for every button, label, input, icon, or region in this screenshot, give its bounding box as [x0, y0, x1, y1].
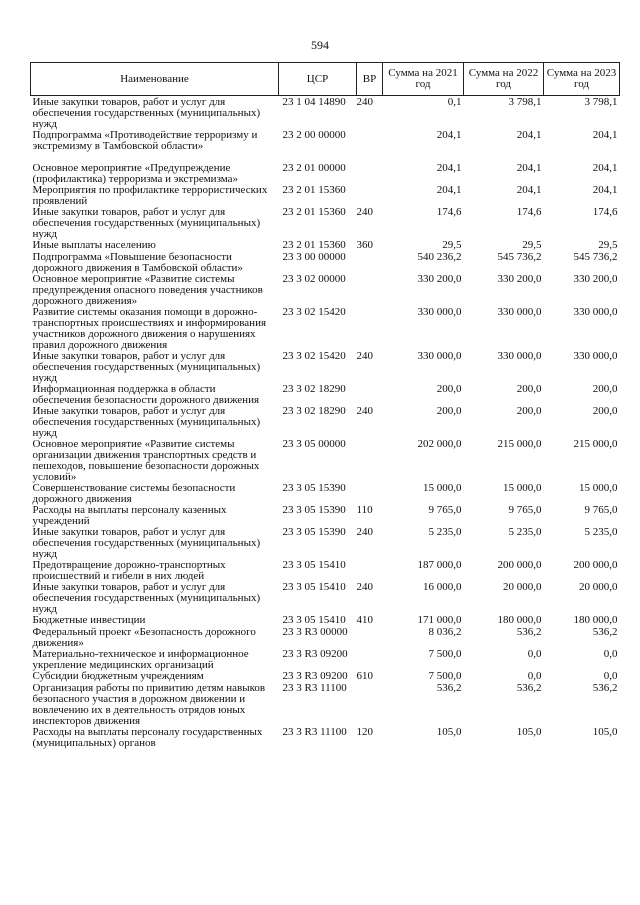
- row-csr-cell: 23 3 R3 09200: [282, 670, 348, 682]
- header-sum-2022: Сумма на 2022 год: [464, 63, 544, 96]
- row-sum-2022-cell: 180 000,0: [497, 614, 542, 626]
- table-row: [31, 627, 620, 649]
- row-csr-cell: 23 3 02 15420: [282, 350, 346, 362]
- row-name-cell: Иные закупки товаров, работ и услуг для обеспечения государственных (муниципальных) нужд: [32, 581, 261, 615]
- row-vr-cell: 240: [356, 206, 373, 218]
- row-sum-2023-cell: 330 000,0: [573, 306, 618, 318]
- row-sum-2022-cell: 536,2: [516, 682, 542, 694]
- row-sum-2021-cell: 536,2: [436, 682, 462, 694]
- row-vr-cell: 110: [356, 504, 373, 516]
- row-sum-2022-cell: 330 000,0: [497, 306, 542, 318]
- row-sum-2022-cell: 545 736,2: [497, 251, 542, 263]
- budget-table-container: [30, 62, 619, 749]
- row-csr-cell: 23 2 01 15360: [282, 184, 346, 196]
- table-row: [31, 483, 620, 505]
- row-sum-2021-cell: 7 500,0: [428, 648, 462, 660]
- row-sum-2023-cell: 3 798,1: [584, 96, 618, 108]
- table-row: [31, 252, 620, 274]
- row-vr-cell: 610: [356, 670, 373, 682]
- row-name-cell: Иные закупки товаров, работ и услуг для обеспечения государственных (муниципальных) нужд: [32, 206, 261, 240]
- row-csr-cell: 23 2 01 15360: [282, 206, 346, 218]
- row-csr-cell: 23 3 R3 09200: [282, 648, 348, 660]
- table-row: [31, 527, 620, 560]
- row-csr-cell: 23 1 04 14890: [282, 96, 346, 108]
- table-header: [31, 63, 620, 96]
- row-sum-2022-cell: 29,5: [522, 239, 542, 251]
- row-sum-2022-cell: 200 000,0: [497, 559, 542, 571]
- row-name-cell: Иные закупки товаров, работ и услуг для обеспечения государственных (муниципальных) нужд: [32, 350, 261, 384]
- row-sum-2022-cell: 200,0: [516, 405, 542, 417]
- table-row: [31, 560, 620, 582]
- header-name: Наименование: [31, 63, 279, 96]
- row-vr-cell: 240: [356, 96, 373, 108]
- row-vr-cell: [357, 384, 383, 406]
- row-sum-2023-cell: 29,5: [598, 239, 618, 251]
- row-sum-2023-cell: 200,0: [592, 405, 618, 417]
- row-sum-2023-cell: 0,0: [603, 670, 618, 682]
- row-name-cell: Мероприятия по профилактике террористических проявлений: [32, 184, 268, 207]
- row-csr-cell: 23 3 R3 11100: [282, 726, 347, 738]
- row-sum-2021-cell: 105,0: [436, 726, 462, 738]
- row-name-cell: Предотвращение дорожно-транспортных происшествий и гибели в них людей: [32, 559, 226, 582]
- row-vr-cell: 120: [356, 726, 373, 738]
- row-sum-2023-cell: 204,1: [592, 129, 618, 141]
- row-vr-cell: 240: [356, 350, 373, 362]
- header-sum-2023: Сумма на 2023 год: [544, 63, 620, 96]
- row-sum-2023-cell: 20 000,0: [579, 581, 618, 593]
- row-sum-2021-cell: 204,1: [436, 162, 462, 174]
- row-sum-2021-cell: 29,5: [442, 239, 462, 251]
- table-body: [31, 96, 620, 750]
- table-row: [31, 351, 620, 384]
- row-vr-cell: [357, 185, 383, 207]
- row-sum-2021-cell: 174,6: [436, 206, 462, 218]
- row-sum-2021-cell: 171 000,0: [417, 614, 462, 626]
- row-sum-2022-cell: 174,6: [516, 206, 542, 218]
- row-name-cell: Иные закупки товаров, работ и услуг для обеспечения государственных (муниципальных) нужд: [32, 405, 261, 439]
- row-sum-2021-cell: 15 000,0: [423, 482, 462, 494]
- row-vr-cell: 360: [356, 239, 373, 251]
- row-sum-2023-cell: 105,0: [592, 726, 618, 738]
- row-sum-2021-cell: 204,1: [436, 184, 462, 196]
- row-name-cell: Основное мероприятие «Развитие системы организации движения транспортных средств и пешеходов, повышение безопасности дорожных условий»: [32, 438, 260, 483]
- row-name-cell: Иные закупки товаров, работ и услуг для обеспечения государственных (муниципальных) нужд: [32, 96, 261, 130]
- row-sum-2021-cell: 200,0: [436, 405, 462, 417]
- row-sum-2022-cell: 0,0: [527, 648, 542, 660]
- row-sum-2022-cell: 215 000,0: [497, 438, 542, 450]
- row-name-cell: Подпрограмма «Повышение безопасности дорожного движения в Тамбовской области»: [32, 251, 243, 274]
- row-sum-2021-cell: 540 236,2: [417, 251, 462, 263]
- row-sum-2022-cell: 9 765,0: [508, 504, 542, 516]
- row-name-cell: Основное мероприятие «Развитие системы предупреждения опасного поведения участников дорожного движения»: [32, 273, 263, 307]
- row-csr-cell: 23 3 05 15410: [282, 614, 346, 626]
- row-name-cell: Расходы на выплаты персоналу казенных учреждений: [32, 504, 227, 527]
- row-sum-2023-cell: 545 736,2: [573, 251, 618, 263]
- table-row: [31, 185, 620, 207]
- table-row: [31, 96, 620, 131]
- row-sum-2022-cell: 105,0: [516, 726, 542, 738]
- row-sum-2022-cell: 0,0: [527, 670, 542, 682]
- row-vr-cell: [357, 130, 383, 163]
- row-sum-2023-cell: 200 000,0: [573, 559, 618, 571]
- header-csr: ЦСР: [279, 63, 357, 96]
- page-number: 594: [311, 38, 329, 52]
- row-name-cell: Совершенствование системы безопасности дорожного движения: [32, 482, 236, 505]
- row-sum-2021-cell: 5 235,0: [428, 526, 462, 538]
- row-csr-cell: 23 2 00 00000: [282, 129, 346, 141]
- row-name-cell: Федеральный проект «Безопасность дорожного движения»: [32, 626, 256, 649]
- row-sum-2023-cell: 330 200,0: [573, 273, 618, 285]
- row-sum-2021-cell: 0,1: [447, 96, 462, 108]
- row-csr-cell: 23 3 00 00000: [282, 251, 346, 263]
- row-csr-cell: 23 3 05 00000: [282, 438, 346, 450]
- row-sum-2021-cell: 8 036,2: [428, 626, 462, 638]
- row-sum-2023-cell: 15 000,0: [579, 482, 618, 494]
- row-name-cell: Иные выплаты населению: [32, 239, 156, 251]
- row-sum-2023-cell: 215 000,0: [573, 438, 618, 450]
- row-vr-cell: [357, 683, 383, 727]
- row-sum-2022-cell: 204,1: [516, 162, 542, 174]
- row-vr-cell: 240: [356, 405, 373, 417]
- table-row: [31, 163, 620, 185]
- row-sum-2023-cell: 174,6: [592, 206, 618, 218]
- row-sum-2021-cell: 187 000,0: [417, 559, 462, 571]
- row-sum-2022-cell: 200,0: [516, 383, 542, 395]
- row-vr-cell: [357, 483, 383, 505]
- table-row: [31, 406, 620, 439]
- row-name-cell: Организация работы по привитию детям навыков безопасного участия в дорожном движении и вовлечению их в деятельность отрядов юных инспекторов движения: [32, 682, 266, 727]
- table-row: [31, 384, 620, 406]
- table-row: [31, 130, 620, 163]
- row-vr-cell: [357, 252, 383, 274]
- table-row: [31, 505, 620, 527]
- row-csr-cell: 23 3 02 00000: [282, 273, 346, 285]
- row-csr-cell: 23 2 01 15360: [282, 239, 346, 251]
- row-name-cell: Развитие системы оказания помощи в дорожно-транспортных происшествиях и информирования участников дорожного движения о нарушениях правил дорожного движения: [32, 306, 267, 351]
- row-vr-cell: [357, 163, 383, 185]
- row-sum-2023-cell: 9 765,0: [584, 504, 618, 516]
- table-row: [31, 649, 620, 671]
- row-sum-2021-cell: 7 500,0: [428, 670, 462, 682]
- row-sum-2023-cell: 200,0: [592, 383, 618, 395]
- table-row: [31, 274, 620, 307]
- row-vr-cell: 240: [356, 581, 373, 593]
- row-name-cell: Субсидии бюджетным учреждениям: [32, 670, 204, 682]
- row-csr-cell: 23 3 02 18290: [282, 383, 346, 395]
- row-sum-2023-cell: 5 235,0: [584, 526, 618, 538]
- row-csr-cell: 23 3 02 15420: [282, 306, 346, 318]
- row-sum-2022-cell: 20 000,0: [503, 581, 542, 593]
- row-csr-cell: 23 3 R3 11100: [282, 682, 347, 694]
- table-row: [31, 683, 620, 727]
- row-sum-2022-cell: 3 798,1: [508, 96, 542, 108]
- row-csr-cell: 23 3 05 15410: [282, 581, 346, 593]
- row-sum-2022-cell: 330 200,0: [497, 273, 542, 285]
- row-vr-cell: [357, 560, 383, 582]
- row-vr-cell: 410: [356, 614, 373, 626]
- row-csr-cell: 23 3 05 15390: [282, 482, 346, 494]
- row-csr-cell: 23 2 01 00000: [282, 162, 346, 174]
- row-sum-2023-cell: 204,1: [592, 184, 618, 196]
- row-name-cell: Расходы на выплаты персоналу государственных (муниципальных) органов: [32, 726, 263, 749]
- row-vr-cell: [357, 307, 383, 351]
- row-csr-cell: 23 3 05 15390: [282, 526, 346, 538]
- row-csr-cell: 23 3 02 18290: [282, 405, 346, 417]
- row-name-cell: Бюджетные инвестиции: [32, 614, 146, 626]
- row-csr-cell: 23 3 R3 00000: [282, 626, 348, 638]
- row-sum-2021-cell: 330 200,0: [417, 273, 462, 285]
- row-sum-2022-cell: 5 235,0: [508, 526, 542, 538]
- row-sum-2022-cell: 204,1: [516, 184, 542, 196]
- row-vr-cell: [357, 274, 383, 307]
- table-row: [31, 307, 620, 351]
- row-name-cell: Иные закупки товаров, работ и услуг для обеспечения государственных (муниципальных) нужд: [32, 526, 261, 560]
- row-vr-cell: [357, 627, 383, 649]
- row-name-cell: Основное мероприятие «Предупреждение (профилактика) терроризма и экстремизма»: [32, 162, 239, 185]
- row-sum-2022-cell: 330 000,0: [497, 350, 542, 362]
- row-sum-2021-cell: 202 000,0: [417, 438, 462, 450]
- row-sum-2023-cell: 0,0: [603, 648, 618, 660]
- row-sum-2021-cell: 330 000,0: [417, 350, 462, 362]
- row-sum-2023-cell: 536,2: [592, 626, 618, 638]
- row-name-cell: Подпрограмма «Противодействие терроризму и экстремизму в Тамбовской области»: [32, 129, 258, 152]
- row-sum-2021-cell: 330 000,0: [417, 306, 462, 318]
- row-sum-2022-cell: 15 000,0: [503, 482, 542, 494]
- row-vr-cell: [357, 439, 383, 483]
- row-vr-cell: [357, 649, 383, 671]
- header-vr: ВР: [357, 63, 383, 96]
- table-row: [31, 439, 620, 483]
- row-sum-2022-cell: 536,2: [516, 626, 542, 638]
- row-sum-2022-cell: 204,1: [516, 129, 542, 141]
- table-row: [31, 582, 620, 615]
- row-name-cell: Информационная поддержка в области обеспечения безопасности дорожного движения: [32, 383, 260, 406]
- row-sum-2021-cell: 9 765,0: [428, 504, 462, 516]
- row-csr-cell: 23 3 05 15390: [282, 504, 346, 516]
- table-row: [31, 207, 620, 240]
- table-row: [31, 727, 620, 749]
- row-sum-2021-cell: 204,1: [436, 129, 462, 141]
- row-csr-cell: 23 3 05 15410: [282, 559, 346, 571]
- row-sum-2023-cell: 204,1: [592, 162, 618, 174]
- row-sum-2023-cell: 330 000,0: [573, 350, 618, 362]
- row-name-cell: Материально-техническое и информационное укрепление медицинских организаций: [32, 648, 249, 671]
- header-sum-2021: Сумма на 2021 год: [383, 63, 464, 96]
- row-sum-2021-cell: 200,0: [436, 383, 462, 395]
- row-sum-2023-cell: 180 000,0: [573, 614, 618, 626]
- row-vr-cell: 240: [356, 526, 373, 538]
- row-sum-2021-cell: 16 000,0: [423, 581, 462, 593]
- budget-table: [30, 62, 620, 749]
- row-sum-2023-cell: 536,2: [592, 682, 618, 694]
